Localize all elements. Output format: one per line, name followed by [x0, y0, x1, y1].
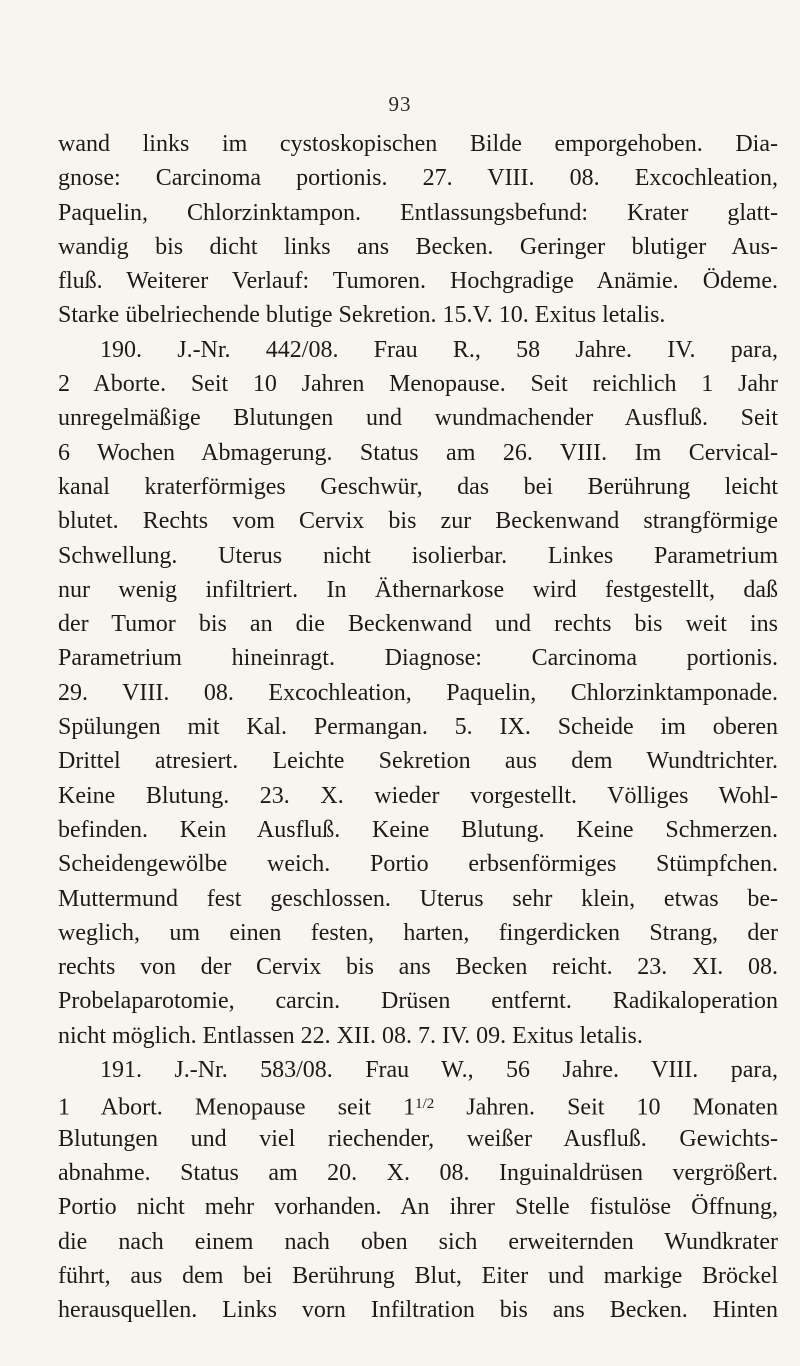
text-line: der Tumor bis an die Beckenwand und rechts bis weit ins — [58, 611, 778, 638]
text-line: Drittel atresiert. Leichte Sekretion aus dem Wundtrichter. — [58, 748, 778, 775]
text-line: weglich, um einen festen, harten, fingerdicken Strang, der — [58, 919, 778, 946]
text-line: Schwellung. Uterus nicht isolierbar. Linkes Parametrium — [58, 542, 778, 569]
text-line: Parametrium hineinragt. Diagnose: Carcinoma portionis. — [58, 645, 778, 672]
text-line: blutet. Rechts vom Cervix bis zur Beckenwand strangförmige — [58, 508, 778, 535]
text-line: unregelmäßige Blutungen und wundmachender Ausfluß. Seit — [58, 405, 778, 432]
text-line: Keine Blutung. 23. X. wieder vorgestellt. Völliges Wohl- — [58, 782, 778, 809]
page-number: 93 — [388, 92, 412, 116]
text-line: kanal kraterförmiges Geschwür, das bei Berührung leicht — [58, 473, 778, 500]
text-line: herausquellen. Links vorn Infiltration bis ans Becken. Hinten — [58, 1297, 778, 1324]
text-segment: Jahren. Seit 10 Monaten — [434, 1095, 778, 1121]
text-line: 2 Aborte. Seit 10 Jahren Menopause. Seit reichlich 1 Jahr — [58, 371, 778, 398]
text-line: 29. VIII. 08. Excochleation, Paquelin, Chlorzinktamponade. — [58, 679, 778, 706]
text-line: rechts von der Cervix bis ans Becken reicht. 23. XI. 08. — [58, 954, 778, 981]
text-line: 6 Wochen Abmagerung. Status am 26. VIII. Im Cervical- — [58, 439, 778, 466]
text-line: nur wenig infiltriert. In Äthernarkose wird festgestellt, daß — [58, 576, 778, 603]
case-191-heading-line: 191. J.-Nr. 583/08. Frau W., 56 Jahre. VIII. para, — [100, 1057, 778, 1084]
text-line: fluß. Weiterer Verlauf: Tumoren. Hochgradige Anämie. Ödeme. — [58, 268, 778, 295]
case-190-heading-line: 190. J.-Nr. 442/08. Frau R., 58 Jahre. IV. para, — [100, 336, 778, 363]
text-line: Blutungen und viel riechender, weißer Ausfluß. Gewichts- — [58, 1125, 778, 1152]
text-line: nicht möglich. Entlassen 22. XII. 08. 7. IV. 09. Exitus letalis. — [58, 1022, 643, 1049]
text-line: Starke übelriechende blutige Sekretion. 15.V. 10. Exitus letalis. — [58, 302, 666, 329]
text-line: Scheidengewölbe weich. Portio erbsenförmiges Stümpfchen. — [58, 851, 778, 878]
text-line: führt, aus dem bei Berührung Blut, Eiter und markige Bröckel — [58, 1262, 778, 1289]
body-text — [58, 127, 778, 1327]
text-line: Spülungen mit Kal. Permangan. 5. IX. Scheide im oberen — [58, 714, 778, 741]
text-line-with-fraction — [58, 1087, 778, 1121]
text-line: Probelaparotomie, carcin. Drüsen entfernt. Radikaloperation — [58, 988, 778, 1015]
text-line: wandig bis dicht links ans Becken. Geringer blutiger Aus- — [58, 233, 778, 260]
text-line: befinden. Kein Ausfluß. Keine Blutung. Keine Schmerzen. — [58, 816, 778, 843]
text-line: gnose: Carcinoma portionis. 27. VIII. 08. Excochleation, — [58, 165, 778, 192]
fraction-superscript: 1/2 — [415, 1096, 435, 1113]
text-line: Paquelin, Chlorzinktampon. Entlassungsbefund: Krater glatt- — [58, 199, 778, 226]
text-line: die nach einem nach oben sich erweiternden Wundkrater — [58, 1228, 778, 1255]
text-line: abnahme. Status am 20. X. 08. Inguinaldrüsen vergrößert. — [58, 1159, 778, 1186]
text-segment: 1 Abort. Menopause seit 1 — [58, 1095, 416, 1121]
text-line: wand links im cystoskopischen Bilde emporgehoben. Dia- — [58, 131, 778, 157]
text-line: Muttermund fest geschlossen. Uterus sehr klein, etwas be- — [58, 885, 778, 912]
text-line: Portio nicht mehr vorhanden. An ihrer Stelle fistulöse Öffnung, — [58, 1194, 778, 1221]
